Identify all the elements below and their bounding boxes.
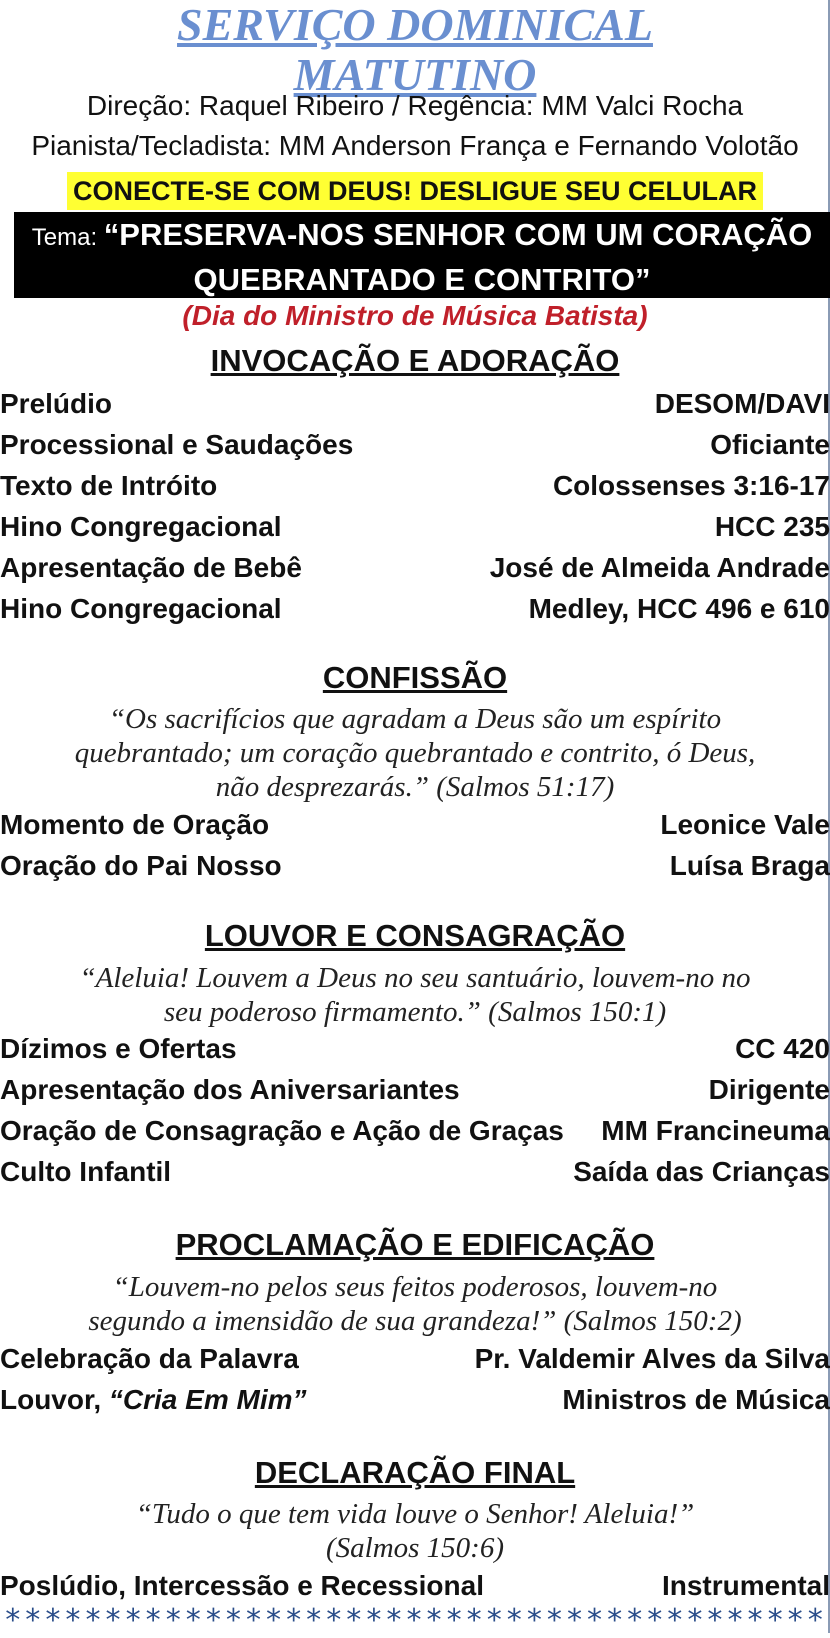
- program-item: Apresentação de Bebê: [0, 552, 302, 583]
- program-row: [0, 467, 830, 505]
- musicians-credit: Pianista/Tecladista: MM Anderson França e Fernando Volotão: [31, 130, 799, 161]
- scripture-quote-proclamacao: [0, 1270, 830, 1338]
- program-row: [0, 1567, 830, 1605]
- program-responsible: José de Almeida Andrade: [489, 552, 830, 583]
- quote-line: “Louvem-no pelos seus feitos poderosos, louvem-no: [112, 1271, 718, 1303]
- program-row: [0, 847, 830, 885]
- quote-line: não desprezarás.” (Salmos 51:17): [215, 771, 615, 803]
- program-responsible: DESOM/DAVI: [654, 388, 830, 419]
- program-item: Oração do Pai Nosso: [0, 850, 282, 881]
- service-title: [0, 0, 830, 100]
- section-heading-declaracao: DECLARAÇÃO FINAL: [254, 1455, 576, 1490]
- program-responsible: Instrumental: [661, 1570, 830, 1601]
- program-item: Momento de Oração: [0, 809, 270, 840]
- program-item: Celebração da Palavra: [0, 1343, 299, 1374]
- occasion-subtitle: (Dia do Ministro de Música Batista): [182, 300, 648, 331]
- program-responsible: CC 420: [735, 1033, 830, 1064]
- scripture-quote-declaracao: [0, 1497, 830, 1565]
- program-item: Culto Infantil: [0, 1156, 172, 1187]
- program-item: Poslúdio, Intercessão e Recessional: [0, 1570, 484, 1601]
- section-heading-proclamacao: PROCLAMAÇÃO E EDIFICAÇÃO: [175, 1227, 655, 1262]
- program-row: [0, 549, 830, 587]
- title-line-1: SERVIÇO DOMINICAL: [177, 0, 653, 50]
- program-responsible: Pr. Valdemir Alves da Silva: [474, 1343, 830, 1374]
- program-responsible: Oficiante: [710, 429, 830, 460]
- program-row: [0, 426, 830, 464]
- program-responsible: Leonice Vale: [660, 809, 830, 840]
- program-item-prefix: Louvor,: [0, 1384, 109, 1415]
- program-responsible: Medley, HCC 496 e 610: [528, 593, 830, 624]
- quote-line: (Salmos 150:6): [325, 1532, 504, 1564]
- program-responsible: Ministros de Música: [562, 1384, 830, 1415]
- direction-credit: Direção: Raquel Ribeiro / Regência: MM Valci Rocha: [86, 90, 744, 121]
- program-row: [0, 1153, 830, 1191]
- quote-line: “Tudo o que tem vida louve o Senhor! Aleluia!”: [135, 1498, 695, 1530]
- section-heading-invocacao: INVOCAÇÃO E ADORAÇÃO: [210, 343, 620, 378]
- program-row: [0, 508, 830, 546]
- program-row: [0, 590, 830, 628]
- theme-line-1: [14, 214, 830, 259]
- program-item: Hino Congregacional: [0, 593, 282, 624]
- quote-line: quebrantado; um coração quebrantado e contrito, ó Deus,: [74, 737, 756, 769]
- program-responsible: HCC 235: [714, 511, 830, 542]
- program-row: [0, 1340, 830, 1378]
- program-item: Processional e Saudações: [0, 429, 354, 460]
- quote-line: segundo a imensidão de sua grandeza!” (Salmos 150:2): [88, 1305, 742, 1337]
- program-responsible: Dirigente: [708, 1074, 830, 1105]
- theme-prefix: Tema:: [31, 224, 104, 251]
- quote-line: “Aleluia! Louvem a Deus no seu santuário, louvem-no no: [79, 962, 751, 994]
- song-title: “Cria Em Mim”: [108, 1384, 307, 1415]
- quote-line: “Os sacrifícios que agradam a Deus são um espírito: [108, 703, 722, 735]
- program-item: Texto de Intróito: [0, 470, 218, 501]
- section-heading-louvor: LOUVOR E CONSAGRAÇÃO: [204, 918, 626, 953]
- program-row: [0, 385, 830, 423]
- scripture-quote-louvor: [0, 961, 830, 1029]
- program-row: [0, 1071, 830, 1109]
- theme-banner: [14, 212, 830, 298]
- program-item: Apresentação dos Aniversariantes: [0, 1074, 460, 1105]
- program-item: [0, 1384, 307, 1416]
- program-row: [0, 1381, 830, 1419]
- program-row: [0, 1112, 830, 1150]
- program-row: [0, 1030, 830, 1068]
- program-item: Dízimos e Ofertas: [0, 1033, 237, 1064]
- section-heading-confissao: CONFISSÃO: [322, 660, 508, 695]
- program-row: [0, 806, 830, 844]
- program-responsible: MM Francineuma: [601, 1115, 830, 1146]
- theme-line-2: QUEBRANTADO E CONTRITO”: [193, 262, 651, 297]
- quote-line: seu poderoso firmamento.” (Salmos 150:1): [163, 996, 667, 1028]
- footer-star-divider: *****************************************: [3, 1603, 827, 1638]
- program-responsible: Luísa Braga: [669, 850, 830, 881]
- program-item: Oração de Consagração e Ação de Graças: [0, 1115, 564, 1146]
- title-line-2: MATUTINO: [293, 49, 537, 100]
- program-item: Prelúdio: [0, 388, 113, 419]
- program-item: Hino Congregacional: [0, 511, 282, 542]
- phone-notice: [0, 172, 830, 210]
- program-responsible: Saída das Crianças: [573, 1156, 830, 1187]
- scripture-quote-confissao: [0, 702, 830, 804]
- phone-notice-text: CONECTE-SE COM DEUS! DESLIGUE SEU CELULAR: [67, 172, 763, 210]
- theme-text-1: “PRESERVA-NOS SENHOR COM UM CORAÇÃO: [103, 217, 813, 252]
- program-responsible: Colossenses 3:16-17: [552, 470, 830, 501]
